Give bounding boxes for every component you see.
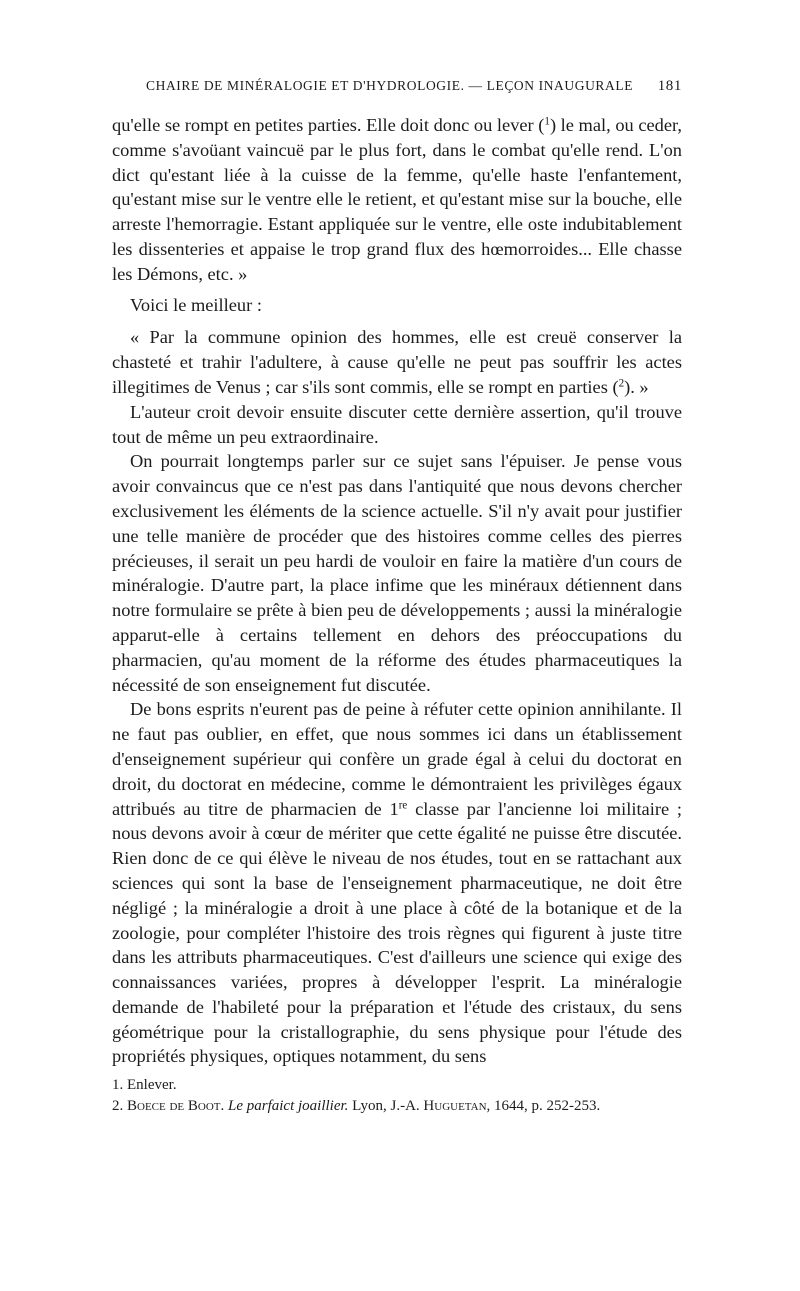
footnote: 1. Enlever. (112, 1077, 177, 1093)
footnote-ref: 1 (544, 115, 550, 128)
footnote-ref: 2 (618, 377, 625, 390)
text-run: De bons esprits n'eurent pas de peine à réfuter cette opinion annihilante. Il ne faut pas oublier, en effet, que nous sommes ici dans un établissement d'enseignement supérieur qui confère un grade égal à celui du doctorat en droit, du doctorat en médecine, comme le démontraient les privilèges égaux attribués au titre de pharmacien de 1 (112, 699, 682, 819)
text-run: classe par l'ancienne loi militaire ; nous devons avoir à cœur de mériter que cette égalité ne puisse être discutée. Rien donc de ce qui élève le niveau de nos études, tout en se rattachant aux sciences qui sont la base de l'enseignement pharmaceutique, ne doit être négligé ; la minéralogie a droit à une place à côté de la botanique et de la zoologie, pour compléter l'histoire des trois règnes qui figurent à juste titre dans les attributs pharmaceutiques. C'est d'ailleurs une science qui exige des connaissances variées, propres à développer l'esprit. La minéralogie demande de l'habileté pour la préparation et l'étude des cristaux, du sens géométrique pour la cristallographie, du sens physique pour l'étude des propriétés physiques, optiques notamment, du sens (112, 798, 683, 1067)
text-run: « Par la commune opinion des hommes, elle est creuë conserver la chasteté et trahir l'adultere, à cause qu'elle ne peut pas souffrir les actes illegitimes de Venus ; car s'ils sont commis, elle se rompt en parties ( (112, 327, 682, 397)
page-number: 181 (657, 78, 682, 94)
running-head (112, 78, 682, 102)
paragraph: On pourrait longtemps parler sur ce sujet sans l'épuiser. Je pense vous avoir convaincus que ce n'est pas dans l'antiquité que nous devons chercher exclusivement les éléments de la science actuelle. S'il n'y avait pour justifier une telle manière de procéder que des histoires comme celles des pierres précieuses, il serait un peu hardi de vouloir en faire la matière d'un cours de minéralogie. D'autre part, la place infime que les minéraux détiennent dans notre formulaire se prête à bien peu de développements ; aussi la minéralogie apparut-elle à certains tellement en dehors des préoccupations du pharmacien, qu'au moment de la réforme des études pharmaceutiques la nécessité de son enseignement fut discutée. (112, 451, 682, 695)
footnote-rest: 1644, p. 252-253. (494, 1098, 601, 1114)
footnote-place: Lyon, J.-A. (352, 1098, 420, 1114)
paragraph (112, 113, 682, 287)
body-text (112, 113, 682, 1069)
footnote (112, 1096, 682, 1117)
text-run: ) le mal, ou ceder, comme s'avoüant vaincuë par le plus fort, dans le combat qu'elle rend. L'on dict qu'estant liée à la cuisse de la femme, qu'elle haste l'enfantement, qu'estant mise sur le ventre elle le retient, et qu'estant mise sur la bouche, elle arreste l'hemorragie. Estant appliquée sur le ventre, elle oste indubitablement les dissenteries et appaise le trop grand flux des hœmorroides... Elle chasse les Démons, etc. » (112, 115, 682, 284)
paragraph (112, 697, 682, 1069)
footnote-title: Le parfaict joaillier. (228, 1098, 349, 1114)
footnote-number: 2. (112, 1098, 124, 1114)
footnote-author: Boece de Boot. (127, 1098, 225, 1114)
paragraph (112, 325, 682, 399)
text-run: qu'elle se rompt en petites parties. Elle doit donc ou lever ( (112, 115, 545, 135)
footnote-publisher: Huguetan, (423, 1098, 491, 1114)
running-head-title: CHAIRE DE MINÉRALOGIE ET D'HYDROLOGIE. — LEÇON INAUGURALE (146, 78, 634, 93)
ordinal-superscript: re (398, 798, 408, 811)
footnotes (112, 1075, 682, 1117)
paragraph: L'auteur croit devoir ensuite discuter cette dernière assertion, qu'il trouve tout de même un peu extraordinaire. (112, 401, 682, 447)
text-run: ). » (624, 376, 649, 397)
paragraph: Voici le meilleur : (130, 294, 262, 315)
